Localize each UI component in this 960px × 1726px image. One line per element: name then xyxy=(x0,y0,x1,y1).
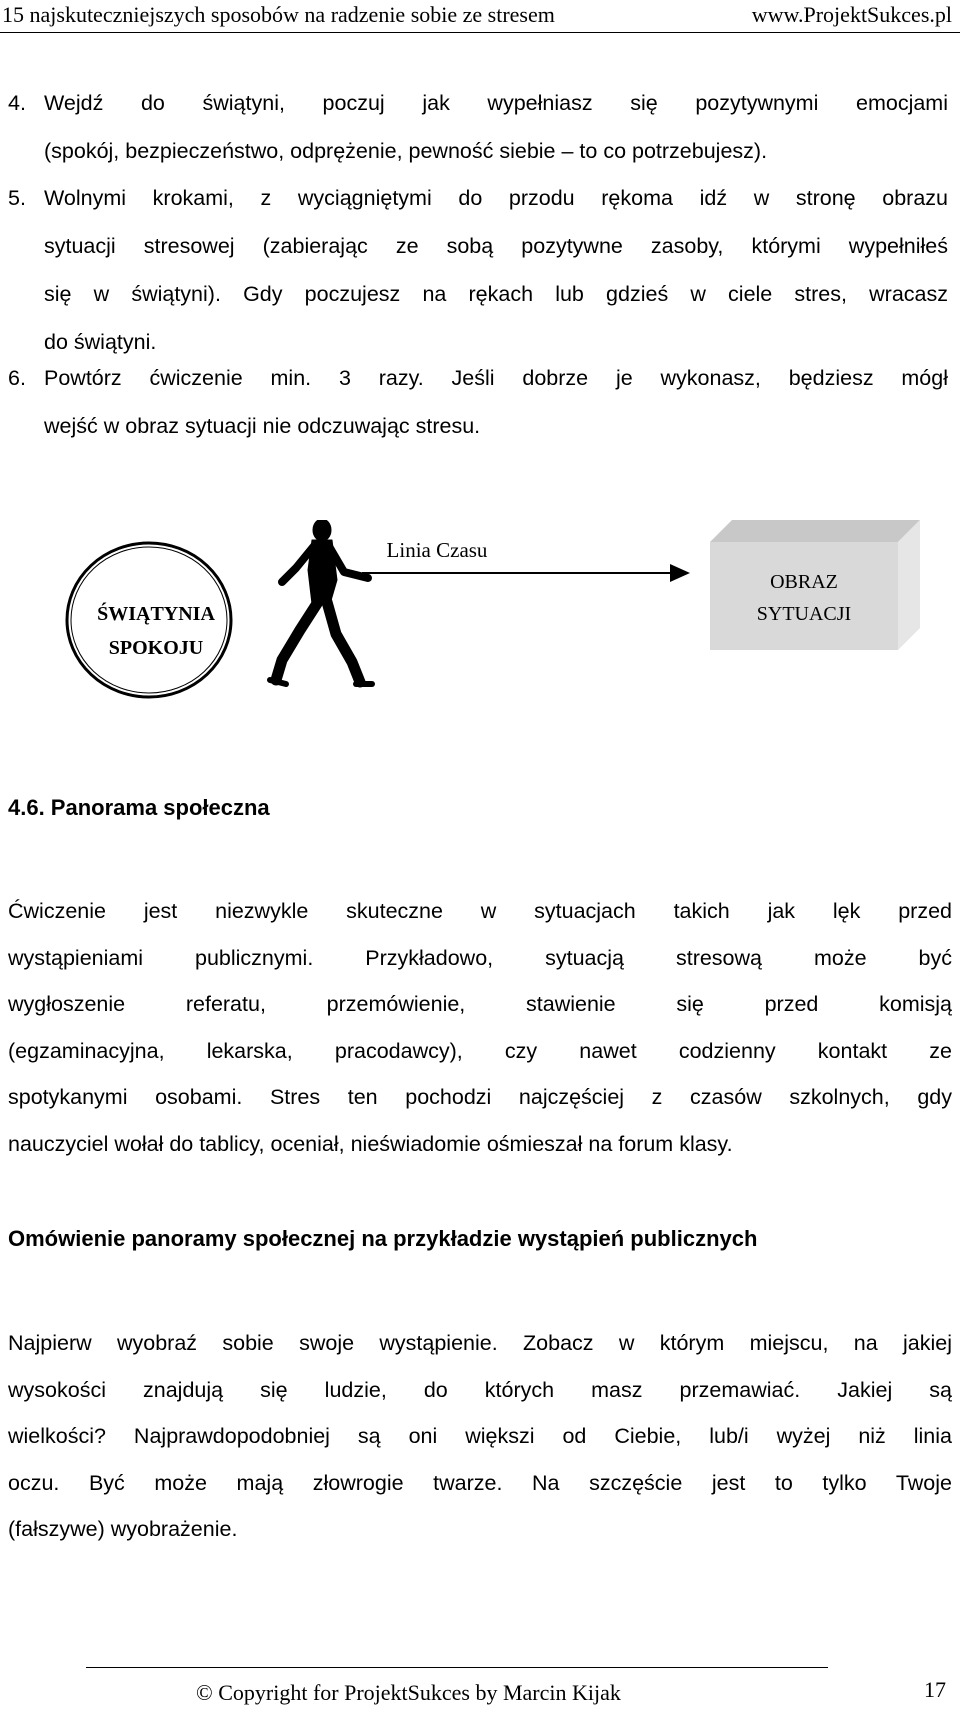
step-5 xyxy=(8,174,948,366)
page-header xyxy=(0,0,960,36)
paragraph-public-speaking xyxy=(8,1320,952,1553)
footer-divider xyxy=(86,1667,828,1668)
step-line: wejść w obraz sytuacji nie odczuwając stresu. xyxy=(44,414,481,438)
paragraph-line: wygłoszenie referatu, przemówienie, stawienie się przed komisją xyxy=(8,992,952,1016)
header-divider xyxy=(0,32,960,33)
arrow-right-icon xyxy=(670,564,690,582)
step-number: 6. xyxy=(8,366,26,390)
paragraph-line: Ćwiczenie jest niezwykle skuteczne w sytuacjach takich jak lęk przed xyxy=(8,899,952,923)
header-website: www.ProjektSukces.pl xyxy=(751,2,952,27)
step-number: 5. xyxy=(8,186,26,210)
walking-person-icon xyxy=(270,520,372,684)
page-number: 17 xyxy=(924,1677,946,1702)
step-line: Wolnymi krokami, z wyciągniętymi do przodu rękoma idź w stronę obrazu xyxy=(44,186,948,210)
box-label-line2: SYTUACJI xyxy=(756,603,852,625)
paragraph-social-panorama xyxy=(8,888,952,1167)
temple-label-line2: SPOKOJU xyxy=(108,637,204,659)
step-line: sytuacji stresowej (zabierając ze sobą pozytywne zasoby, którymi wypełniłeś xyxy=(44,234,948,258)
step-4 xyxy=(8,79,948,175)
temple-timeline-diagram xyxy=(0,520,960,720)
footer-copyright: © Copyright for ProjektSukces by Marcin Kijak xyxy=(196,1680,621,1705)
subheading: Omówienie panoramy społecznej na przykładzie wystąpień publicznych xyxy=(8,1226,758,1251)
paragraph-line: wysokości znajdują się ludzie, do których masz przemawiać. Jakiej są xyxy=(8,1377,952,1402)
section-heading: 4.6. Panorama społeczna xyxy=(8,795,270,820)
step-6 xyxy=(8,354,948,450)
step-line: do świątyni. xyxy=(44,330,157,354)
step-line: Powtórz ćwiczenie min. 3 razy. Jeśli dobrze je wykonasz, będziesz mógł xyxy=(44,366,948,390)
paragraph-line: Najpierw wyobraź sobie swoje wystąpienie. Zobacz w którym miejscu, na jakiej xyxy=(8,1331,952,1355)
step-line: (spokój, bezpieczeństwo, odprężenie, pewność siebie – to co potrzebujesz). xyxy=(44,139,768,163)
paragraph-line: oczu. Być może mają złowrogie twarze. Na szczęście jest to tylko Twoje xyxy=(8,1470,952,1495)
temple-label-line1: ŚWIĄTYNIA xyxy=(97,603,215,625)
paragraph-line: (egzaminacyjna, lekarska, pracodawcy), czy nawet codzienny kontakt ze xyxy=(8,1038,952,1063)
step-line: się w świątyni). Gdy poczujesz na rękach lub gdzieś w ciele stres, wracasz xyxy=(44,282,948,306)
paragraph-line: (fałszywe) wyobrażenie. xyxy=(8,1517,238,1541)
paragraph-line: nauczyciel wołał do tablicy, oceniał, nieświadomie ośmieszał na forum klasy. xyxy=(8,1131,733,1156)
paragraph-line: wielkości? Najprawdopodobniej są oni większi od Ciebie, lub/i wyżej niż linia xyxy=(8,1424,952,1448)
header-title: 15 najskuteczniejszych sposobów na radzenie sobie ze stresem xyxy=(2,2,555,27)
paragraph-line: spotykanymi osobami. Stres ten pochodzi najczęściej z czasów szkolnych, gdy xyxy=(8,1085,952,1109)
step-line: Wejdź do świątyni, poczuj jak wypełniasz się pozytywnymi emocjami xyxy=(44,91,948,115)
paragraph-line: wystąpieniami publicznymi. Przykładowo, sytuacją stresową może być xyxy=(8,945,952,970)
timeline-label: Linia Czasu xyxy=(386,538,488,562)
box-label-line1: OBRAZ xyxy=(770,571,838,593)
step-number: 4. xyxy=(8,91,26,115)
